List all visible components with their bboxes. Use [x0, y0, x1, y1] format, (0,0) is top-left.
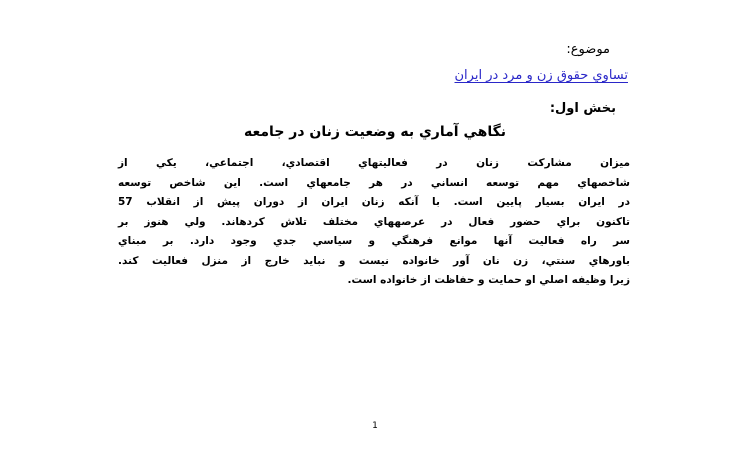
subject-label: موضوع: — [566, 42, 610, 57]
paragraph-line: تاکنون براي حضور فعال در عرصههاي مختلف تلاش کردهاند. ولي هنوز بر — [118, 215, 630, 228]
paragraph-line: باورهاي سنتي، زن نان آور خانواده نيست و نبايد خارج از منزل فعاليت کند. — [118, 254, 630, 267]
section-heading: نگاهي آماري به وضعيت زنان در جامعه — [244, 124, 506, 140]
paragraph-line: شاخصهاي مهم توسعه انساني در هر جامعهاي است. اين شاخص توسعه — [118, 176, 630, 189]
section-label: بخش اول: — [549, 101, 616, 116]
paragraph-line: سر راه فعاليت آنها موانع فرهنگي و سياسي جدي وجود دارد. بر مبناي — [118, 235, 630, 247]
page-number: 1 — [372, 421, 378, 431]
paragraph-line: در ايران بسيار پايين است. با آنکه زنان ايران از دوران پيش از انقلاب 57 — [118, 196, 630, 208]
body-paragraph — [118, 154, 630, 291]
topic-link[interactable]: تساوي حقوق زن و مرد در ايران — [454, 68, 628, 83]
paragraph-line: زيرا وظيفه اصلي او حمايت و حفاظت از خانواده است. — [347, 274, 630, 286]
paragraph-line: ميزان مشارکت زنان در فعاليتهاي اقتصادي، اجتماعي، يکي از — [118, 157, 630, 169]
